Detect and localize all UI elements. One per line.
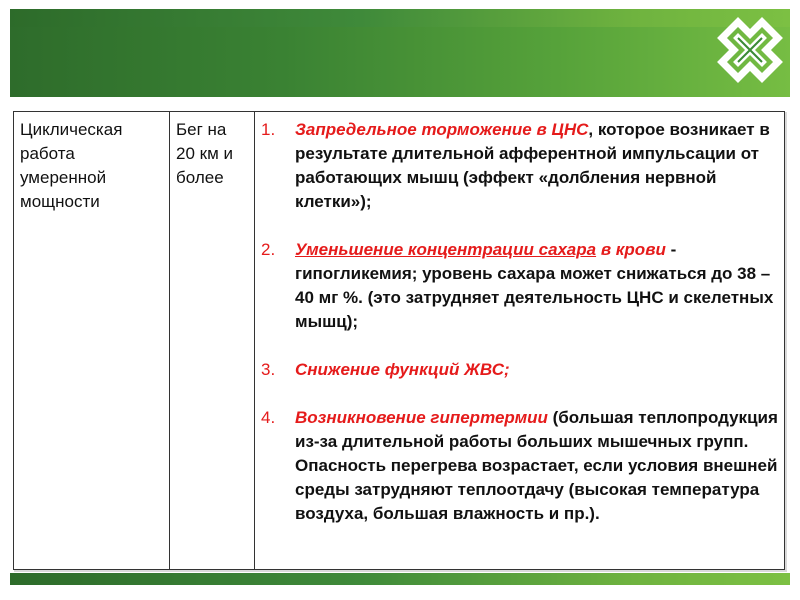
effect-heading: Уменьшение концентрации сахара [295, 240, 597, 259]
content-table [13, 111, 785, 570]
activity-text: Циклическая работа умеренной мощности [20, 120, 123, 211]
effect-item-2 [261, 238, 778, 334]
effect-number: 3. [261, 360, 276, 379]
effect-description: , которое возникает в результате длительной афферентной импульсации от работающих мышц (эффект «долбления нервной клетки»); [295, 120, 770, 211]
effect-description: (большая теплопродукция из-за длительной работы больших мышечных групп. Опасность перегрева возрастает, если условия внешней среды затрудняют теплоотдачу (высокая температура воздуха, большая влажность и пр.). [295, 408, 778, 523]
table-row [14, 112, 785, 570]
effect-item-4 [261, 406, 778, 526]
effect-heading: Запредельное торможение в ЦНС [295, 120, 589, 139]
effects-cell [255, 112, 785, 570]
activity-cell [14, 112, 170, 570]
woven-lattice-logo-icon [712, 12, 788, 88]
effect-heading: Снижение функций ЖВС; [295, 360, 510, 379]
effect-number: 2. [261, 240, 276, 259]
effect-heading-context: в крови [600, 240, 666, 259]
distance-text: Бег на 20 км и более [176, 120, 233, 187]
effect-heading: Возникновение гипертермии [295, 408, 548, 427]
effect-number: 1. [261, 120, 276, 139]
footer-bar [10, 573, 790, 585]
header-banner [10, 27, 790, 97]
effects-list [261, 118, 778, 526]
header-top-bar [10, 9, 790, 27]
effect-description: - гипогликемия; уровень сахара может снижаться до 38 – 40 мг %. (это затрудняет деятельность ЦНС и скелетных мышц); [295, 240, 774, 331]
distance-cell [170, 112, 255, 570]
effect-item-1 [261, 118, 778, 214]
effect-item-3 [261, 358, 778, 382]
effect-number: 4. [261, 408, 276, 427]
